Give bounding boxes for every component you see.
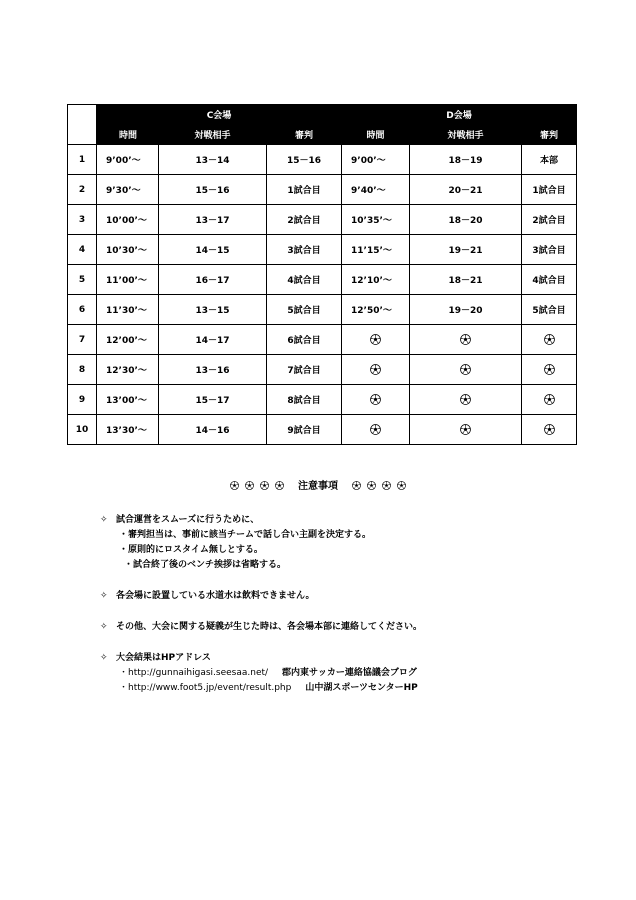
match-number-cell: 4 [68,235,97,265]
note-text: その他、大会に関する疑義が生じた時は、各会場本部に連絡してください。 [116,622,423,632]
table-row [68,235,577,265]
note-item [100,651,600,666]
d-time-cell [342,385,410,415]
note-text: 大会結果はHPアドレス [116,653,211,663]
c-time-cell: 10’00’～ [97,205,159,235]
schedule-body [68,145,577,445]
match-number-cell: 9 [68,385,97,415]
d-referee-cell [522,415,577,445]
d-referee-cell: 3試合目 [522,235,577,265]
note-text: 各会場に設置している水道水は飲料できません。 [116,591,315,601]
soccer-ball-icon [460,364,471,375]
c-referee-cell: 8試合目 [267,385,342,415]
c-opponent-cell: 13－14 [159,145,267,175]
c-opponent-cell: 14－16 [159,415,267,445]
c-time-cell: 10’30’～ [97,235,159,265]
d-referee-cell [522,385,577,415]
column-header-time: 時間 [97,125,159,145]
c-referee-cell: 9試合目 [267,415,342,445]
column-header-time: 時間 [342,125,410,145]
soccer-ball-icon [260,481,269,490]
c-time-cell: 9’30’～ [97,175,159,205]
d-opponent-cell [410,385,522,415]
sparkle-bullet-icon: ✧ [100,515,108,525]
column-header-opponent: 対戦相手 [410,125,522,145]
c-referee-cell: 5試合目 [267,295,342,325]
result-url-link[interactable]: ・http://gunnaihigasi.seesaa.net/ [119,668,269,678]
d-time-cell: 12’10’～ [342,265,410,295]
match-number-cell: 1 [68,145,97,175]
c-time-cell: 12’00’～ [97,325,159,355]
d-referee-cell: 4試合目 [522,265,577,295]
d-referee-cell: 5試合目 [522,295,577,325]
soccer-ball-icon [370,424,381,435]
table-row [68,175,577,205]
match-number-cell: 3 [68,205,97,235]
soccer-ball-icon [460,394,471,405]
d-time-cell: 9’40’～ [342,175,410,205]
c-time-cell: 11’30’～ [97,295,159,325]
table-row [68,355,577,385]
result-site-name: 山中湖スポーツセンターHP [305,683,418,693]
soccer-ball-icon [544,334,555,345]
soccer-ball-icon [352,481,361,490]
table-row [68,385,577,415]
match-number-cell: 2 [68,175,97,205]
notes-title: 注意事項 [298,481,338,492]
note-sub-item: ・試合終了後のベンチ挨拶は省略する。 [124,560,287,570]
sparkle-bullet-icon: ✧ [100,622,108,632]
d-opponent-cell: 18－21 [410,265,522,295]
c-referee-cell: 7試合目 [267,355,342,385]
c-time-cell: 13’00’～ [97,385,159,415]
c-referee-cell: 3試合目 [267,235,342,265]
venue-header-row [68,105,577,125]
soccer-ball-icon [370,334,381,345]
d-referee-cell [522,355,577,385]
soccer-ball-icon [367,481,376,490]
title-ball-group-left [227,481,287,492]
venue-c-header: C会場 [97,105,342,125]
d-referee-cell: 1試合目 [522,175,577,205]
result-link-line [100,681,600,696]
note-spacer [100,604,600,620]
column-header-referee: 審判 [522,125,577,145]
table-row [68,205,577,235]
d-opponent-cell: 19－21 [410,235,522,265]
note-spacer [100,635,600,651]
notes-title-line [0,477,636,492]
c-opponent-cell: 13－16 [159,355,267,385]
column-header-row [68,125,577,145]
result-url-link[interactable]: ・http://www.foot5.jp/event/result.php [119,683,292,693]
note-item [100,589,600,604]
c-time-cell: 9’00’～ [97,145,159,175]
match-schedule-table [67,104,577,445]
d-time-cell: 10’35’～ [342,205,410,235]
soccer-ball-icon [460,334,471,345]
d-opponent-cell [410,325,522,355]
match-number-cell: 6 [68,295,97,325]
c-opponent-cell: 15－16 [159,175,267,205]
match-number-cell: 10 [68,415,97,445]
c-opponent-cell: 14－17 [159,325,267,355]
c-referee-cell: 2試合目 [267,205,342,235]
d-time-cell [342,325,410,355]
d-opponent-cell: 18－20 [410,205,522,235]
soccer-ball-icon [370,394,381,405]
soccer-ball-icon [382,481,391,490]
note-item [100,620,600,635]
match-number-cell: 7 [68,325,97,355]
soccer-ball-icon [370,364,381,375]
d-time-cell [342,355,410,385]
result-link-line [100,666,600,681]
d-referee-cell: 本部 [522,145,577,175]
d-opponent-cell: 20－21 [410,175,522,205]
c-referee-cell: 15－16 [267,145,342,175]
c-time-cell: 13’30’～ [97,415,159,445]
note-sub-item: ・審判担当は、事前に該当チームで話し合い主副を決定する。 [119,530,372,540]
c-opponent-cell: 15－17 [159,385,267,415]
d-referee-cell [522,325,577,355]
soccer-ball-icon [544,364,555,375]
column-header-opponent: 対戦相手 [159,125,267,145]
c-opponent-cell: 16－17 [159,265,267,295]
d-time-cell: 9’00’～ [342,145,410,175]
d-time-cell: 12’50’～ [342,295,410,325]
sparkle-bullet-icon: ✧ [100,591,108,601]
table-row [68,145,577,175]
table-row [68,265,577,295]
table-row [68,295,577,325]
d-time-cell: 11’15’～ [342,235,410,265]
d-opponent-cell: 19－20 [410,295,522,325]
note-item [100,513,600,528]
title-ball-group-right [349,481,409,492]
note-sub-item: ・原則的にロスタイム無しとする。 [119,545,263,555]
d-opponent-cell: 18－19 [410,145,522,175]
result-site-name: 郡内東サッカー連絡協議会ブログ [282,668,417,678]
c-opponent-cell: 13－15 [159,295,267,325]
note-spacer [100,573,600,589]
table-row [68,415,577,445]
match-number-cell: 8 [68,355,97,385]
soccer-ball-icon [230,481,239,490]
notes-list [100,513,600,696]
soccer-ball-icon [544,424,555,435]
corner-cell [68,105,97,145]
d-time-cell [342,415,410,445]
d-opponent-cell [410,355,522,385]
d-opponent-cell [410,415,522,445]
c-time-cell: 12’30’～ [97,355,159,385]
c-opponent-cell: 13－17 [159,205,267,235]
c-opponent-cell: 14－15 [159,235,267,265]
c-referee-cell: 1試合目 [267,175,342,205]
sparkle-bullet-icon: ✧ [100,653,108,663]
note-text: 試合運営をスムーズに行うために、 [116,515,260,525]
c-referee-cell: 6試合目 [267,325,342,355]
soccer-ball-icon [275,481,284,490]
table-row [68,325,577,355]
soccer-ball-icon [245,481,254,490]
soccer-ball-icon [397,481,406,490]
column-header-referee: 審判 [267,125,342,145]
soccer-ball-icon [544,394,555,405]
d-referee-cell: 2試合目 [522,205,577,235]
c-referee-cell: 4試合目 [267,265,342,295]
venue-d-header: D会場 [342,105,577,125]
soccer-ball-icon [460,424,471,435]
match-number-cell: 5 [68,265,97,295]
c-time-cell: 11’00’～ [97,265,159,295]
